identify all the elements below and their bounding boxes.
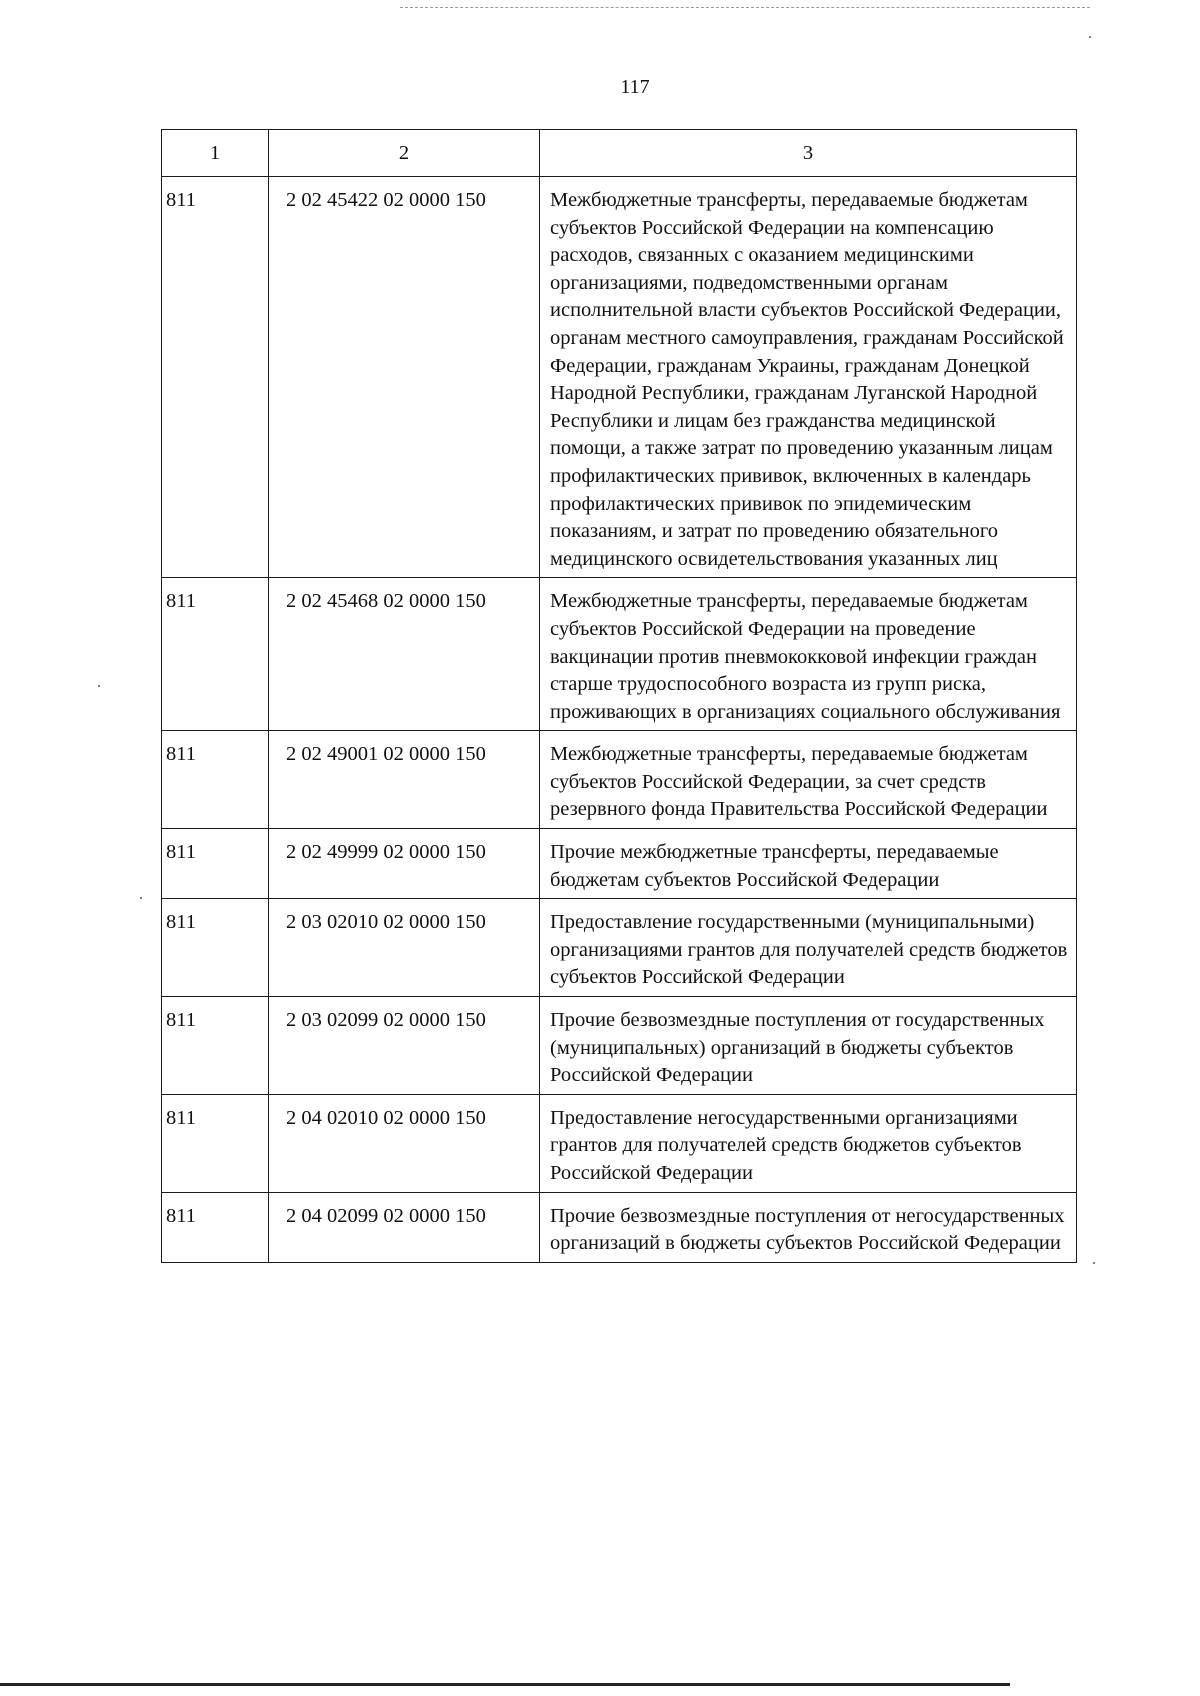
- revenue-name-cell: Межбюджетные трансферты, передаваемые бюджетам субъектов Российской Федерации, за счет средств резервного фонда Правительства Российской Федерации: [540, 731, 1077, 829]
- scan-bottom-edge-line: [0, 1683, 1010, 1686]
- revenue-code-cell: 2 02 45422 02 0000 150: [269, 177, 540, 578]
- revenue-name-cell: Прочие межбюджетные трансферты, передаваемые бюджетам субъектов Российской Федерации: [540, 829, 1077, 899]
- revenue-code-cell: 2 02 49001 02 0000 150: [269, 731, 540, 829]
- table-row: [162, 829, 1077, 899]
- budget-codes-table: [161, 129, 1077, 1263]
- table-row: [162, 997, 1077, 1095]
- header-col-3: 3: [540, 130, 1077, 177]
- revenue-name-cell: Предоставление негосударственными организациями грантов для получателей средств бюджетов субъектов Российской Федерации: [540, 1094, 1077, 1192]
- admin-code-cell: 811: [162, 578, 269, 731]
- revenue-code-cell: 2 04 02010 02 0000 150: [269, 1094, 540, 1192]
- revenue-name-cell: Прочие безвозмездные поступления от негосударственных организаций в бюджеты субъектов Российской Федерации: [540, 1192, 1077, 1262]
- revenue-code-cell: 2 02 45468 02 0000 150: [269, 578, 540, 731]
- admin-code-cell: 811: [162, 997, 269, 1095]
- revenue-name-cell: Межбюджетные трансферты, передаваемые бюджетам субъектов Российской Федерации на компенсацию расходов, связанных с оказанием медицинскими организациями, подведомственными органам исполнительной власти субъектов Российской Федерации, органам местного самоуправления, гражданам Российской Федерации, гражданам Украины, гражданам Донецкой Народной Республики, гражданам Луганской Народной Республики и лицам без гражданства медицинской помощи, а также затрат по проведению указанным лицам профилактических прививок, включенных в календарь профилактических прививок по эпидемическим показаниям, и затрат по проведению обязательного медицинского освидетельствования указанных лиц: [540, 177, 1077, 578]
- admin-code-cell: 811: [162, 829, 269, 899]
- table-row: [162, 731, 1077, 829]
- scan-top-edge-line: [400, 7, 1090, 8]
- scan-speck: [140, 897, 142, 899]
- admin-code-cell: 811: [162, 899, 269, 997]
- revenue-name-cell: Предоставление государственными (муниципальными) организациями грантов для получателей средств бюджетов субъектов Российской Федерации: [540, 899, 1077, 997]
- table-row: [162, 177, 1077, 578]
- scan-speck: [1093, 1262, 1095, 1264]
- revenue-code-cell: 2 03 02010 02 0000 150: [269, 899, 540, 997]
- header-col-1: 1: [162, 130, 269, 177]
- revenue-name-cell: Межбюджетные трансферты, передаваемые бюджетам субъектов Российской Федерации на проведение вакцинации против пневмококковой инфекции граждан старше трудоспособного возраста из групп риска, проживающих в организациях социального обслуживания: [540, 578, 1077, 731]
- admin-code-cell: 811: [162, 731, 269, 829]
- page-number: 117: [620, 76, 650, 98]
- table-row: [162, 1192, 1077, 1262]
- header-col-2: 2: [269, 130, 540, 177]
- table-row: [162, 578, 1077, 731]
- revenue-code-cell: 2 04 02099 02 0000 150: [269, 1192, 540, 1262]
- scan-speck: [98, 685, 100, 687]
- revenue-name-cell: Прочие безвозмездные поступления от государственных (муниципальных) организаций в бюджеты субъектов Российской Федерации: [540, 997, 1077, 1095]
- admin-code-cell: 811: [162, 177, 269, 578]
- admin-code-cell: 811: [162, 1192, 269, 1262]
- scan-speck: [1089, 36, 1091, 38]
- header-row: [162, 130, 1077, 177]
- table-row: [162, 899, 1077, 997]
- revenue-code-cell: 2 03 02099 02 0000 150: [269, 997, 540, 1095]
- table-row: [162, 1094, 1077, 1192]
- table-body: [162, 177, 1077, 1263]
- revenue-code-cell: 2 02 49999 02 0000 150: [269, 829, 540, 899]
- table-header: [162, 130, 1077, 177]
- admin-code-cell: 811: [162, 1094, 269, 1192]
